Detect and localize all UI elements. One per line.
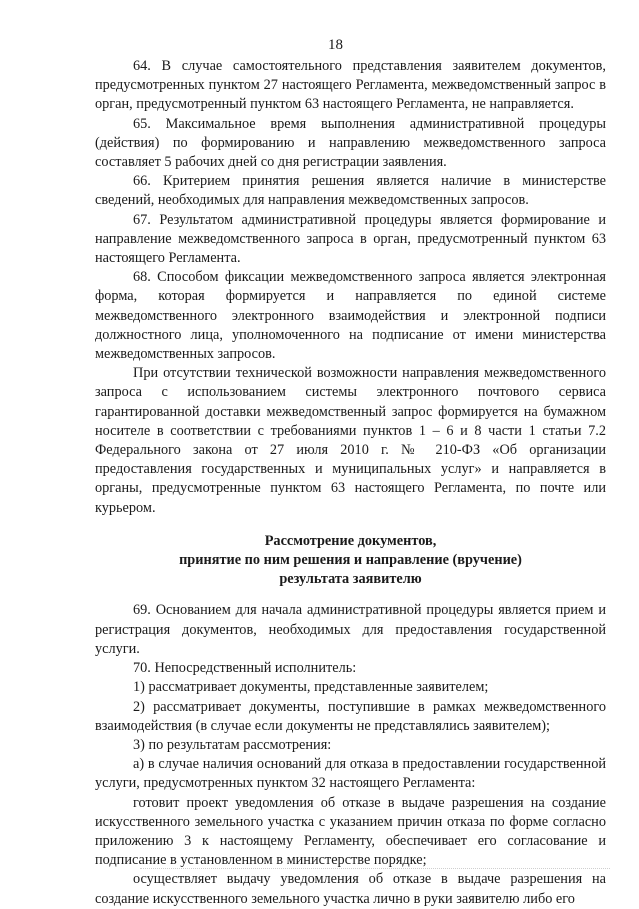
sub-item-a-action-1: готовит проект уведомления об отказе в выдаче разрешения на создание искусственного земельного участка с указанием причин отказа по форме согласно приложению 3 к настоящему Регламенту, обеспечивает его согласование и подписание в установленном в министерстве порядке; xyxy=(95,794,606,869)
section-heading-line-2: принятие по ним решения и направление (вручение) xyxy=(179,552,522,569)
section-heading-line-1: Рассмотрение документов, xyxy=(264,532,437,549)
page-number: 18 xyxy=(328,37,343,53)
document-body xyxy=(95,57,606,909)
paragraph-68: 68. Способом фиксации межведомственного запроса является электронная форма, которая формируется и направляется по единой системе межведомственного электронного взаимодействия и электронной подписи должностного лица, уполномоченного на подписание от имени министерства межведомственных запросов. xyxy=(95,269,606,363)
paragraph-68-continuation: При отсутствии технической возможности направления межведомственного запроса с использованием системы электронного почтового сервиса гарантированной доставки межведомственный запрос формируется на бумажном носителе в соответствии с требованиями пунктов 1 – 6 и 8 части 1 статьи 7.2 Федерального закона от 27 июля 2010 г. № 210-ФЗ «Об организации предоставления государственных и муниципальных услуг» и направляется в органы, предусмотренные пунктом 63 настоящего Регламента, по почте или курьером. xyxy=(95,365,606,516)
scan-noise-divider xyxy=(140,868,610,871)
list-item-2: 2) рассматривает документы, поступившие в рамках межведомственного взаимодействия (в случае если документы не представлялись заявителем); xyxy=(95,698,606,734)
section-heading-line-3: результата заявителю xyxy=(279,571,422,588)
section-heading xyxy=(95,532,606,590)
list-item-1: 1) рассматривает документы, представленные заявителем; xyxy=(133,679,489,696)
sub-item-a: а) в случае наличия оснований для отказа в предоставлении государственной услуги, предусмотренных пунктом 32 настоящего Регламента: xyxy=(95,756,606,792)
list-item-3: 3) по результатам рассмотрения: xyxy=(133,736,332,753)
paragraph-66: 66. Критерием принятия решения является наличие в министерстве сведений, необходимых для направления межведомственных запросов. xyxy=(95,173,606,209)
paragraph-70: 70. Непосредственный исполнитель: xyxy=(133,660,357,677)
sub-item-a-action-2: осуществляет выдачу уведомления об отказе в выдаче разрешения на создание искусственного земельного участка лично в руки заявителю либо его xyxy=(95,871,606,907)
paragraph-64: 64. В случае самостоятельного представления заявителем документов, предусмотренных пунктом 27 настоящего Регламента, межведомственный запрос в орган, предусмотренный пунктом 63 настоящего Регламента, не направляется. xyxy=(95,58,606,113)
paragraph-65: 65. Максимальное время выполнения административной процедуры (действия) по формированию и направлению межведомственного запроса составляет 5 рабочих дней со дня регистрации заявления. xyxy=(95,115,606,171)
paragraph-69: 69. Основанием для начала административной процедуры является прием и регистрация документов, необходимых для предоставления государственной услуги. xyxy=(95,602,606,657)
paragraph-67: 67. Результатом административной процедуры является формирование и направление межведомственного запроса в орган, предусмотренный пунктом 63 настоящего Регламента. xyxy=(95,211,606,267)
